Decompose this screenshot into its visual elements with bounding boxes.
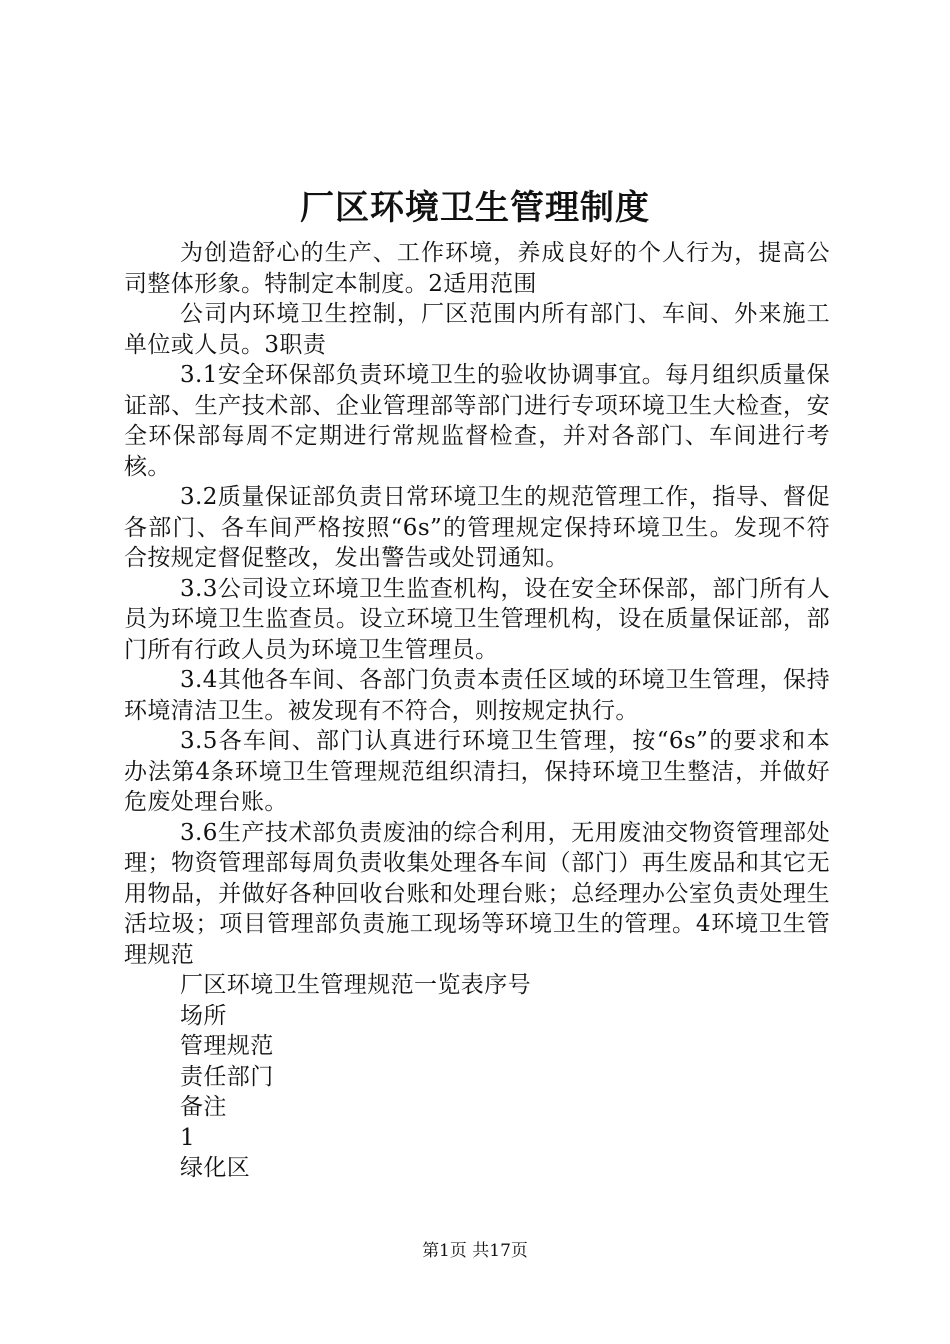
- paragraph-3-4: 3.4其他各车间、各部门负责本责任区域的环境卫生管理，保持环境清洁卫生。被发现有不符合，则按规定执行。: [124, 667, 830, 724]
- table-caption: 厂区环境卫生管理规范一览表序号: [180, 972, 531, 998]
- paragraph-3-2: 3.2质量保证部负责日常环境卫生的规范管理工作，指导、督促各部门、各车间严格按照“6s”的管理规定保持环境卫生。发现不符合按规定督促整改，发出警告或处罚通知。: [124, 484, 830, 571]
- table-row-number: 1: [180, 1124, 196, 1151]
- paragraph-3-1: 3.1安全环保部负责环境卫生的验收协调事宜。每月组织质量保证部、生产技术部、企业管理部等部门进行专项环境卫生大检查，安全环保部每周不定期进行常规监督检查，并对各部门、车间进行考核。: [124, 362, 830, 480]
- document-body: [124, 238, 830, 1184]
- table-header-place: 场所: [180, 1002, 227, 1029]
- table-header-department: 责任部门: [180, 1063, 274, 1090]
- paragraph-3-3: 3.3公司设立环境卫生监查机构，设在安全环保部，部门所有人员为环境卫生监查员。设立环境卫生管理机构，设在质量保证部，部门所有行政人员为环境卫生管理员。: [124, 575, 830, 663]
- table-header-rules: 管理规范: [180, 1033, 274, 1059]
- page-footer: 第1页 共17页: [422, 1241, 528, 1261]
- paragraph-intro: 为创造舒心的生产、工作环境，养成良好的个人行为，提高公司整体形象。特制定本制度。2适用范围: [124, 240, 830, 297]
- document-title: 厂区环境卫生管理制度: [300, 188, 650, 228]
- paragraph-scope: 公司内环境卫生控制，厂区范围内所有部门、车间、外来施工单位或人员。3职责: [124, 301, 830, 358]
- paragraph-3-6: 3.6生产技术部负责废油的综合利用，无用废油交物资管理部处理；物资管理部每周负责收集处理各车间（部门）再生废品和其它无用物品，并做好各种回收台账和处理台账；总经理办公室负责处理生活垃圾；项目管理部负责施工现场等环境卫生的管理。4环境卫生管理规范: [124, 819, 830, 968]
- table-header-notes: 备注: [180, 1094, 227, 1120]
- paragraph-3-5: 3.5各车间、部门认真进行环境卫生管理，按“6s”的要求和本办法第4条环境卫生管理规范组织清扫，保持环境卫生整洁，并做好危废处理台账。: [124, 728, 830, 815]
- table-row-place: 绿化区: [180, 1155, 251, 1181]
